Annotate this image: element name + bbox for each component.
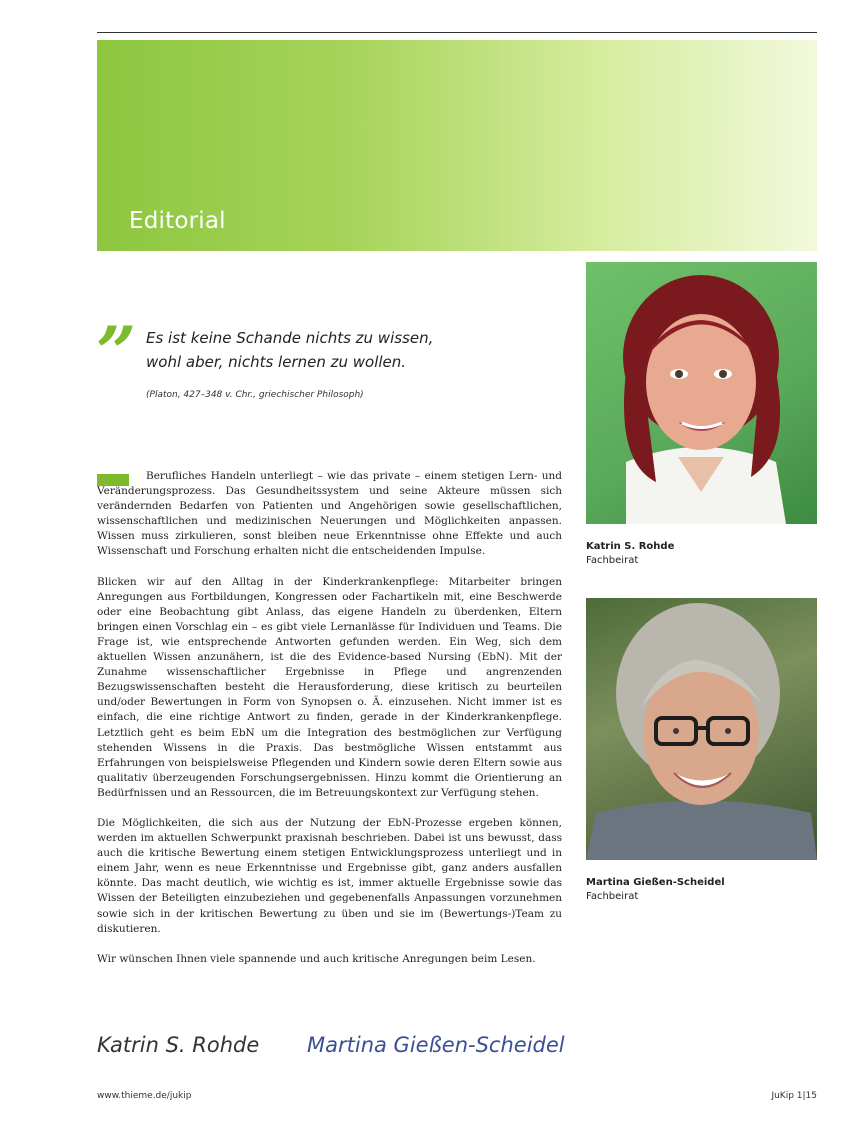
paragraph-4: Wir wünschen Ihnen viele spannende und auch kritische Anregungen beim Lesen. [97, 952, 536, 965]
author-photo-rohde [586, 262, 817, 524]
quote-line-2: wohl aber, nichts lernen zu wollen. [146, 353, 407, 371]
editorial-banner [97, 40, 817, 251]
footer-issue: JuKip 1|15 [771, 1091, 817, 1101]
quote-line-1: Es ist keine Schande nichts zu wissen, [146, 329, 434, 347]
page-title: Editorial [129, 208, 226, 234]
quote-source: (Platon, 427–348 v. Chr., griechischer Philosoph) [146, 390, 364, 400]
author-name: Katrin S. Rohde [586, 541, 675, 552]
author-role: Fachbeirat [586, 555, 639, 566]
author-name: Martina Gießen-Scheidel [586, 877, 725, 888]
paragraph-1: Berufliches Handeln unterliegt – wie das private – einem stetigen Lern- und Veränderungsprozess. Das Gesundheitssystem und seine Akteure müssen sich verändernden Bedarfen von Patienten und Angehörigen sowie gesellschaftlichen, wissenschaftlichen und medizinischen Neuerungen und Möglichkeiten anpassen. Wissen muss zirkulieren, sonst bleiben neue Erkenntnisse ohne Effekte und auch Wissenschaft und Forschung erhalten nicht die entscheidenden Impulse. [97, 470, 562, 558]
quote-mark-icon: ” [96, 311, 137, 394]
signature-rohde: Katrin S. Rohde [97, 1033, 260, 1057]
author-photo-giessen-scheidel [586, 598, 817, 860]
paragraph-3: Die Möglichkeiten, die sich aus der Nutzung der EbN-Prozesse ergeben können, werden im aktuellen Schwerpunkt praxisnah beschrieben. Dabei ist uns bewusst, dass auch die kritische Bewertung einem stetigen Entwicklungsprozess unterliegt und in einem Jahr, wenn es neue Erkenntnisse und Ergebnisse gibt, ganz anders ausfallen könnte. Das macht deutlich, wie wichtig es ist, immer aktuelle Ergebnisse sowie das Wissen der Beteiligten einzubeziehen und gegebenenfalls Anpassungen vorzunehmen sowie sich in der kritischen Bewertung zu üben und sie im (Bewertungs-)Team zu diskutieren. [97, 816, 562, 935]
paragraph-2: Blicken wir auf den Alltag in der Kinderkrankenpflege: Mitarbeiter bringen Anregungen aus Fortbildungen, Kongressen oder Fachartikeln mit, eine Beschwerde oder eine Beobachtung gibt Anlass, das eigene Handeln zu überdenken, Eltern bringen einen Vorschlag ein – es gibt viele Lernanlässe für Individuen und Teams. Die Frage ist, wie entsprechende Antworten gefunden werden. Ein Weg, sich dem aktuellen Wissen anzunähern, ist die des Evidence-based Nursing (EbN). Mit der Zunahme wissenschaftlicher Ergebnisse in Pflege und angrenzenden Bezugswissenschaften besteht die Herausforderung, diese kritisch zu beurteilen und/oder Bewertungen in Form von Synopsen o. Ä. einzusehen. Nicht immer ist es einfach, die eine richtige Antwort zu finden, gerade in der Kinderkrankenpflege. Letztlich geht es beim EbN um die Integration des bestmöglichen zur Verfügung stehenden Wissens in die Praxis. Das bestmögliche Wissen entstammt aus Erfahrungen von beispielsweise Pflegenden und Kindern sowie deren Eltern sowie aus qualitativ überzeugenden Forschungsergebnissen. Hinzu kommt die Orientierung an Bedürfnissen und an Ressourcen, die im Betreuungskontext zur Verfügung stehen. [97, 575, 562, 799]
author-caption-rohde [586, 540, 674, 568]
signature-giessen-scheidel: Martina Gießen-Scheidel [307, 1033, 565, 1057]
article-body [97, 469, 562, 982]
top-rule [97, 32, 817, 33]
author-caption-giessen-scheidel [586, 876, 725, 904]
footer-url[interactable]: www.thieme.de/jukip [97, 1091, 192, 1101]
author-role: Fachbeirat [586, 891, 639, 902]
quote [146, 326, 566, 374]
